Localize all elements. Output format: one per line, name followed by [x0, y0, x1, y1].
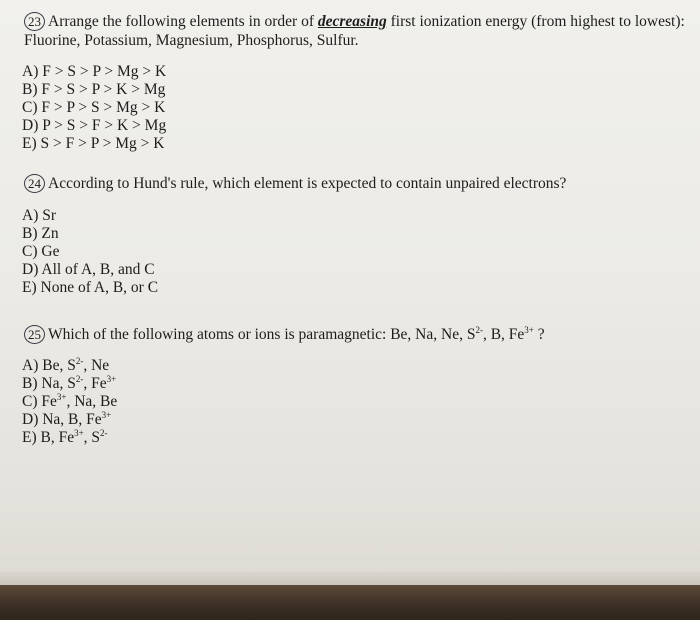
choice-text: D) Na, B, Fe — [22, 411, 102, 428]
stem-text: , B, Fe — [482, 326, 525, 343]
stem-text: According to Hund's rule, which element is expected to contain unpaired electrons? — [48, 175, 567, 192]
charge-superscript: 3+ — [101, 410, 112, 420]
question-25-stem — [24, 325, 545, 344]
charge-superscript: 2- — [475, 325, 483, 335]
stem-emphasis: decreasing — [317, 13, 387, 30]
choice-d — [22, 410, 545, 428]
choice-c: C) Ge — [22, 243, 60, 260]
charge-superscript: 3+ — [74, 428, 84, 438]
choice-b: B) F > S > P > K > Mg — [22, 81, 166, 98]
choice-text: A) Be, S — [22, 357, 76, 374]
choice-text: B) Na, S — [22, 375, 76, 392]
wooden-table — [0, 585, 700, 620]
choice-a: A) Sr — [22, 207, 57, 224]
choice-a: A) F > S > P > Mg > K — [22, 63, 167, 80]
choice-e — [22, 428, 545, 446]
choice-text: , Ne — [83, 357, 110, 374]
choice-text: , Na, Be — [66, 393, 118, 410]
choice-text: C) Fe — [22, 393, 57, 410]
charge-superscript: 3+ — [106, 374, 117, 384]
choice-list — [22, 62, 685, 152]
question-23 — [24, 12, 685, 152]
question-23-stem — [24, 12, 685, 31]
stem-text: Arrange the following elements in order of — [48, 13, 318, 30]
question-number-badge: 23 — [24, 12, 45, 31]
charge-superscript: 2- — [100, 428, 108, 438]
stem-elements-list: Fluorine, Potassium, Magnesium, Phosphorus, Sulfur. — [24, 32, 359, 49]
stem-text: Which of the following atoms or ions is paramagnetic: Be, Na, Ne, S — [48, 326, 476, 343]
question-number-badge: 25 — [24, 325, 45, 344]
choice-c: C) F > P > S > Mg > K — [22, 99, 166, 116]
stem-text: first ionization energy (from highest to lowest): — [386, 13, 685, 30]
choice-a — [22, 356, 545, 374]
charge-superscript: 2- — [75, 374, 84, 384]
choice-text: , S — [83, 429, 101, 446]
question-number-badge: 24 — [24, 174, 45, 193]
choice-b: B) Zn — [22, 225, 59, 242]
choice-list — [22, 206, 566, 296]
charge-superscript: 3+ — [56, 392, 67, 402]
question-24-stem — [24, 174, 566, 193]
question-24 — [24, 174, 566, 296]
choice-e: E) None of A, B, or C — [22, 279, 159, 296]
choice-list — [22, 356, 545, 446]
choice-d: D) All of A, B, and C — [22, 261, 155, 278]
choice-d: D) P > S > F > K > Mg — [22, 117, 167, 134]
choice-text: E) B, Fe — [22, 429, 75, 446]
paper-edge — [0, 572, 700, 586]
choice-e: E) S > F > P > Mg > K — [22, 135, 165, 152]
question-25 — [24, 325, 545, 446]
choice-c — [22, 392, 545, 410]
charge-superscript: 2- — [75, 356, 84, 366]
charge-superscript: 3+ — [524, 325, 534, 335]
choice-b — [22, 374, 545, 392]
choice-text: , Fe — [83, 375, 107, 392]
stem-text: ? — [533, 326, 545, 343]
